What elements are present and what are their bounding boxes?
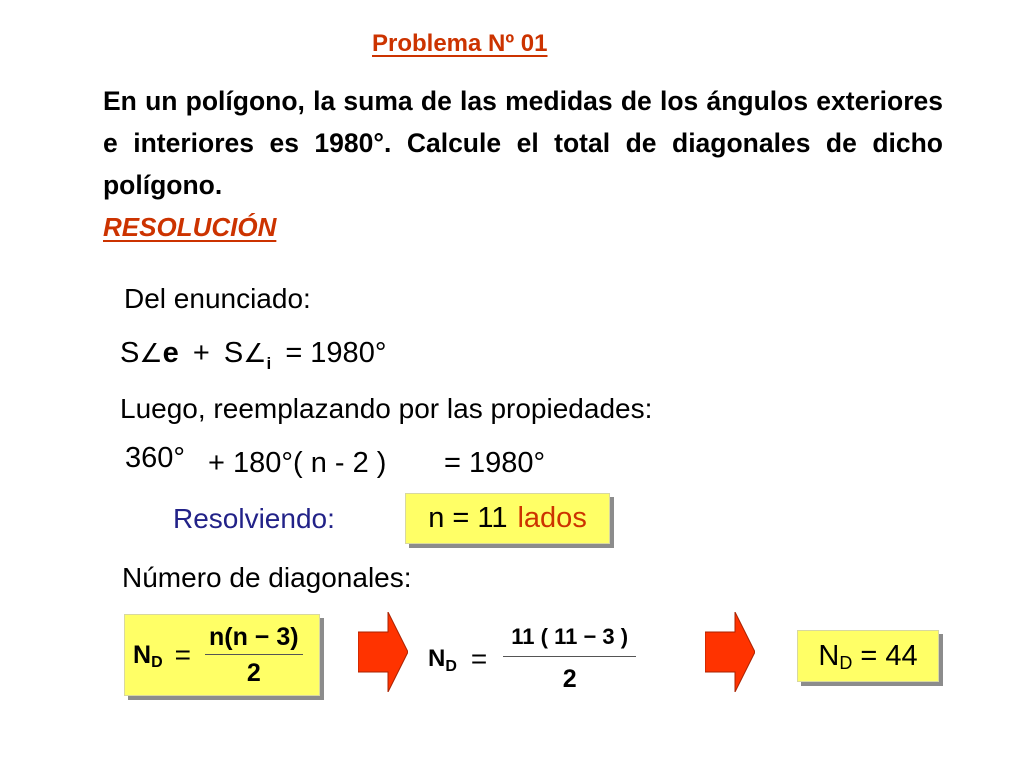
solving-label: Resolviendo: [173, 503, 335, 534]
plus-sign: + [192, 337, 210, 369]
substitution-numerator: 11 ( 11 − 3 ) [511, 624, 629, 649]
interior-label: i [266, 354, 272, 373]
angle-icon: ∠ [139, 339, 163, 369]
formula-n: N [133, 640, 152, 669]
angle-sum-equation [120, 337, 387, 373]
result-unit: lados [517, 502, 587, 534]
term-interior: + 180°( n - 2 ) [208, 447, 387, 479]
substitution-sub: D [445, 658, 457, 675]
sum-symbol: S [120, 337, 140, 369]
sum-symbol: S [223, 337, 244, 369]
right-arrow-icon [358, 612, 408, 692]
from-statement-label: Del enunciado: [124, 283, 311, 314]
right-arrow-icon [705, 612, 755, 692]
equation-rhs: = 1980° [285, 337, 387, 369]
formula-equals: = [174, 639, 191, 670]
substitution [428, 624, 636, 694]
substitution-denominator: 2 [503, 656, 636, 694]
substitution-n: N [428, 645, 446, 672]
angle-icon: ∠ [243, 339, 267, 369]
exterior-label: e [162, 337, 179, 369]
answer-value: = 44 [860, 639, 918, 672]
result-value: n = 11 [428, 502, 508, 534]
substitution-fraction [503, 624, 636, 694]
formula-box [124, 614, 320, 696]
resolution-heading: RESOLUCIÓN [103, 212, 277, 242]
substitution-equals: = [470, 643, 488, 674]
term-rhs: = 1980° [444, 447, 546, 479]
problem-statement: En un polígono, la suma de las medidas de los ángulos exteriores e interiores es 1980°. Calcule el total de diagonales de dicho polígono. [103, 86, 943, 200]
formula-numerator: n(n − 3) [208, 622, 299, 651]
formula-denominator: 2 [205, 654, 303, 688]
formula-sub: D [151, 654, 163, 671]
term-360: 360° [125, 442, 185, 474]
problem-title: Problema Nº 01 [372, 30, 548, 57]
answer-sub: D [839, 652, 853, 673]
answer-box [797, 630, 939, 682]
diagonals-label: Número de diagonales: [122, 562, 412, 593]
answer-n: N [818, 639, 840, 672]
properties-label: Luego, reemplazando por las propiedades: [120, 393, 653, 424]
result-box [405, 493, 610, 544]
formula-fraction [205, 623, 303, 688]
